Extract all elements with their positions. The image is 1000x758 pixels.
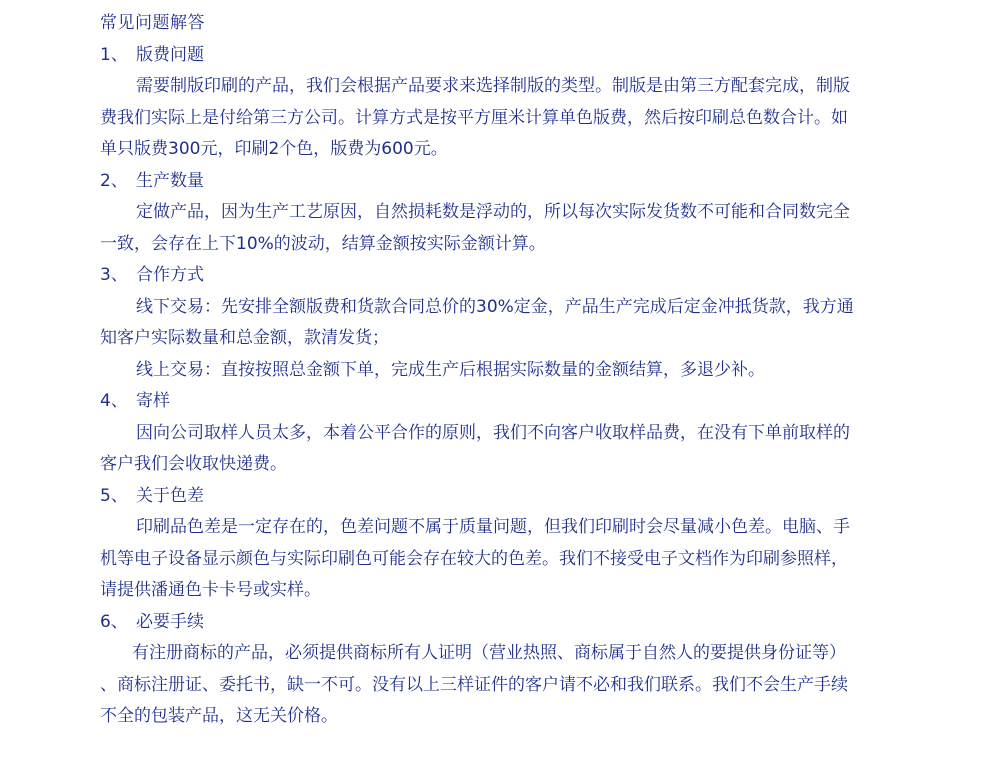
paragraph-line: 客户我们会收取快递费。 xyxy=(100,454,287,474)
section-number: 4、 xyxy=(100,391,128,411)
faq-document xyxy=(100,8,894,733)
paragraph-line: 线下交易：先安排全额版费和货款合同总价的30%定金，产品生产完成后定金冲抵货款，我方通 xyxy=(136,296,854,317)
paragraph-line: 一致，会存在上下10%的波动，结算金额按实际金额计算。 xyxy=(100,233,546,254)
paragraph-line: 费我们实际上是付给第三方公司。计算方式是按平方厘米计算单色版费，然后按印刷总色数合计。如 xyxy=(100,107,848,128)
section-heading-cooperation xyxy=(100,260,894,292)
paragraph-line: 定做产品，因为生产工艺原因，自然损耗数是浮动的，所以每次实际发货数不可能和合同数完全 xyxy=(136,202,850,222)
paragraph-line: 因向公司取样人员太多，本着公平合作的原则，我们不向客户收取样品费，在没有下单前取样的 xyxy=(136,422,850,443)
page-title: 常见问题解答 xyxy=(100,13,205,33)
paragraph-line: 线上交易：直按按照总金额下单，完成生产后根据实际数量的金额结算，多退少补。 xyxy=(136,359,765,380)
paragraph-line: 印刷品色差是一定存在的，色差问题不属于质量问题，但我们印刷时会尽量减小色差。电脑、手 xyxy=(136,517,850,537)
section-number: 5、 xyxy=(100,485,128,506)
section-title: 版费问题 xyxy=(136,44,204,65)
section-heading-samples xyxy=(100,386,894,418)
section-number: 1、 xyxy=(100,44,128,65)
section-heading-fee xyxy=(100,40,894,72)
paragraph-line: 知客户实际数量和总金额，款清发货； xyxy=(100,328,389,348)
paragraph-line: 机等电子设备显示颜色与实际印刷色可能会存在较大的色差。我们不接受电子文档作为印刷参照样， xyxy=(100,548,848,569)
section-title: 必要手续 xyxy=(136,611,204,632)
section-number: 2、 xyxy=(100,170,128,191)
section-heading-color-difference xyxy=(100,481,894,513)
paragraph-line: 单只版费300元，印刷2个色，版费为600元。 xyxy=(100,139,448,159)
section-heading-procedures xyxy=(100,607,894,639)
section-title: 关于色差 xyxy=(136,485,204,506)
section-title: 合作方式 xyxy=(136,265,204,285)
section-title: 寄样 xyxy=(136,391,170,411)
paragraph-line: 、商标注册证、委托书，缺一不可。没有以上三样证件的客户请不必和我们联系。我们不会生产手续 xyxy=(100,674,848,695)
paragraph-line: 请提供潘通色卡卡号或实样。 xyxy=(100,580,321,600)
section-title: 生产数量 xyxy=(136,170,204,191)
paragraph-line: 有注册商标的产品，必须提供商标所有人证明（营业热照、商标属于自然人的要提供身份证等） xyxy=(132,643,846,663)
section-number: 6、 xyxy=(100,611,128,632)
paragraph-line: 不全的包装产品，这无关价格。 xyxy=(100,706,338,726)
paragraph-line: 需要制版印刷的产品，我们会根据产品要求来选择制版的类型。制版是由第三方配套完成，制版 xyxy=(136,76,850,96)
section-heading-quantity xyxy=(100,166,894,198)
section-number: 3、 xyxy=(100,265,128,285)
